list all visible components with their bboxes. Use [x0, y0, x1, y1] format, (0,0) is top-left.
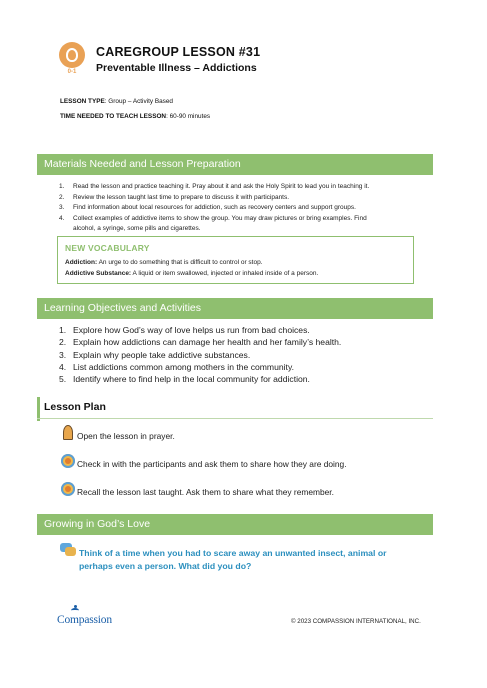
flower-icon: [60, 453, 76, 469]
lesson-time: [60, 113, 210, 120]
list-item: 4. List addictions common among mothers in the community.: [59, 361, 294, 372]
list-item: 5. Identify where to find help in the local community for addiction.: [59, 374, 310, 385]
list-item: 1. Read the lesson and practice teaching it. Pray about it and ask the Holy Spirit to lead you in teaching it.: [59, 183, 370, 190]
praying-hands-icon: [60, 425, 76, 441]
lesson-time-label: TIME NEEDED TO TEACH LESSON: [60, 113, 167, 120]
age-badge-label: 0-1: [67, 69, 77, 75]
list-item: 2. Explain how addictions can damage her health and her family’s health.: [59, 337, 342, 348]
objectives-heading: Learning Objectives and Activities: [37, 298, 433, 319]
list-item-continuation: alcohol, a syringe, some pills and cigarettes.: [73, 225, 201, 233]
lesson-type: [60, 98, 173, 105]
lesson-plan-heading: Lesson Plan: [37, 397, 433, 419]
age-badge-icon: [59, 42, 85, 76]
lesson-type-value: : Group – Activity Based: [104, 98, 173, 105]
vocabulary-box: [57, 236, 414, 284]
lesson-subtitle: Preventable Illness – Addictions: [96, 62, 257, 74]
lesson-title: CAREGROUP LESSON #31: [96, 45, 261, 59]
compassion-logo-text: Compassion: [57, 614, 112, 626]
lesson-type-label: LESSON TYPE: [60, 98, 105, 105]
lesson-header: [59, 42, 439, 82]
vocabulary-term: Addictive Substance: A liquid or item swallowed, injected or inhaled inside of a person.: [65, 270, 319, 277]
list-item: 3. Explain why people take addictive substances.: [59, 349, 251, 360]
list-item: 1. Explore how God’s way of love helps us run from bad choices.: [59, 325, 310, 335]
list-item: 3. Find information about local resources for addiction, such as recovery centers and support groups.: [59, 204, 356, 212]
copyright-notice: © 2023 COMPASSION INTERNATIONAL, INC.: [291, 618, 421, 625]
lesson-time-value: : 60-90 minutes: [166, 113, 211, 120]
list-item: 4. Collect examples of addictive items to show the group. You may draw pictures or bring examples. Find: [59, 214, 367, 222]
objectives-list: [59, 324, 341, 385]
vocabulary-title: NEW VOCABULARY: [65, 243, 150, 253]
materials-heading: Materials Needed and Lesson Preparation: [37, 154, 433, 175]
growing-heading: Growing in God’s Love: [37, 514, 433, 535]
discussion-question: Think of a time when you had to scare away an unwanted insect, animal or perhaps even a person. What did you do?: [79, 548, 387, 571]
flower-icon: [60, 481, 76, 497]
compassion-logo: [57, 608, 137, 628]
speech-bubbles-icon: [60, 543, 76, 557]
list-item: 2. Review the lesson taught last time to prepare to discuss it with participants.: [59, 193, 290, 201]
materials-list: [59, 182, 369, 235]
vocabulary-term: Addiction: An urge to do something that is difficult to control or stop.: [65, 259, 263, 266]
